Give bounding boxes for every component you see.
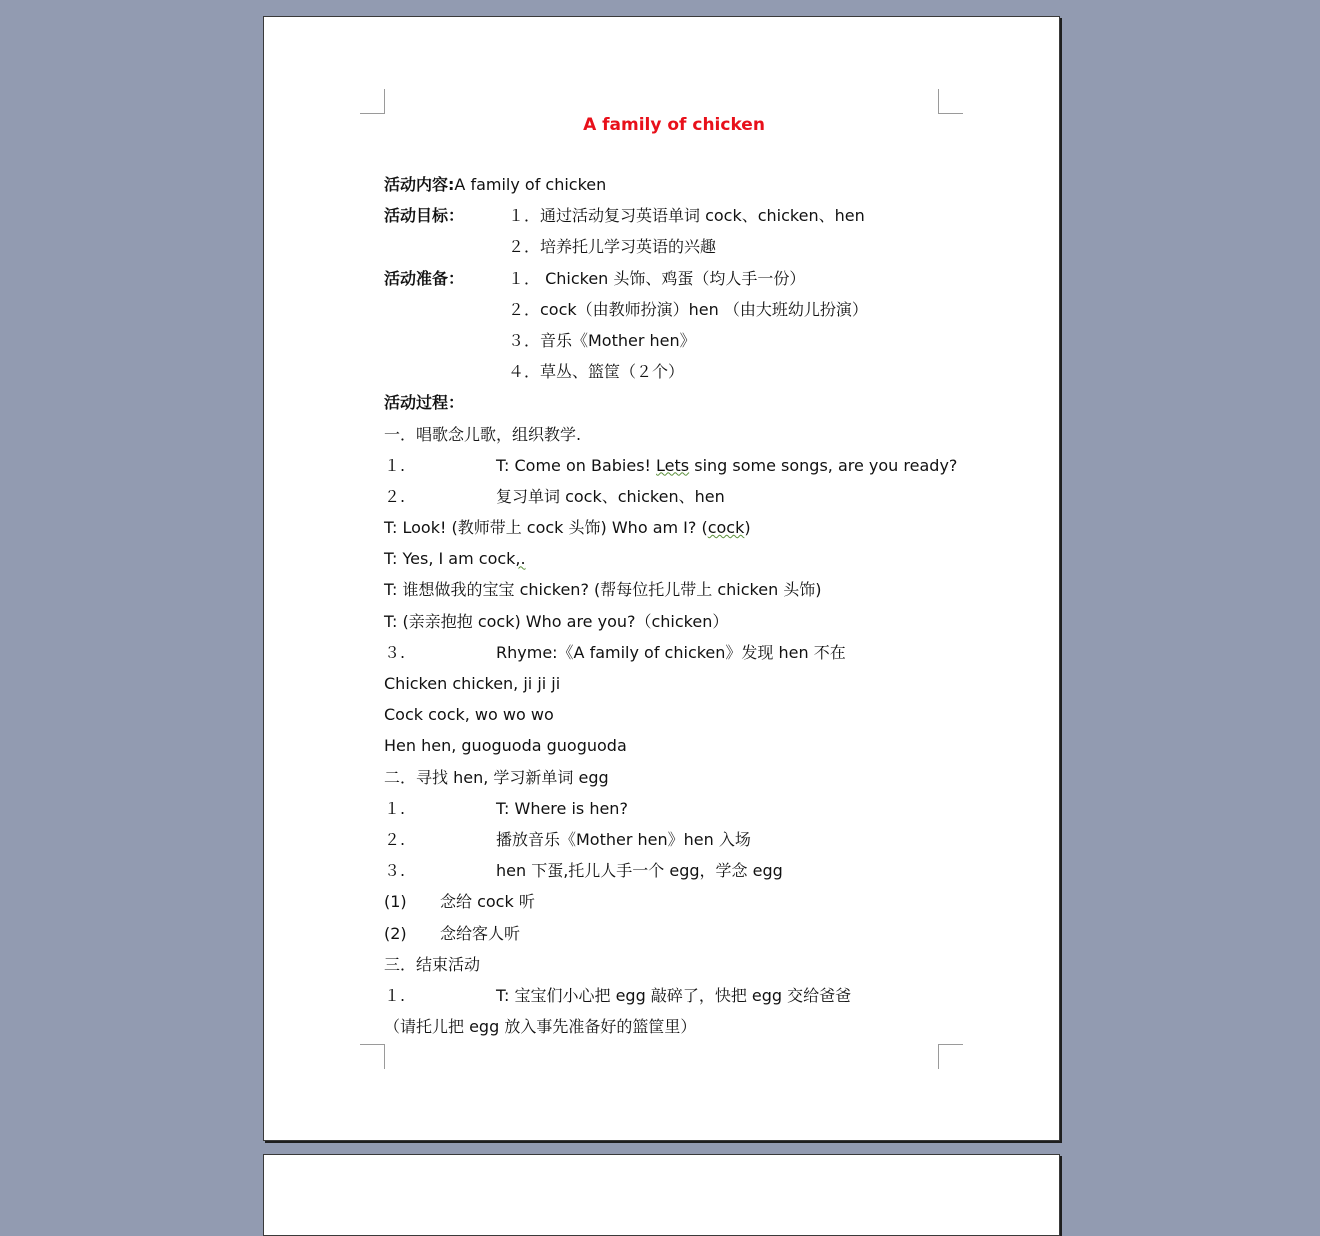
list-item [384,793,964,824]
prep-line-3 [384,325,964,356]
list-text: 复习单词 cock、chicken、hen [496,486,725,506]
list-number: ２. [384,829,406,849]
sub-item [384,918,964,949]
list-number: ３. [384,642,406,662]
crop-mark-bottom-left [360,1044,385,1069]
list-text: hen 下蛋,托儿人手一个 egg，学念 egg [496,861,783,881]
section-2-heading: 二．寻找 hen, 学习新单词 egg [384,767,609,787]
sub-item [384,886,964,917]
rhyme-line: Cock cock, wo wo wo [384,705,554,725]
list-text: Rhyme:《A family of chicken》发现 hen 不在 [496,642,846,662]
text-line: T: 谁想做我的宝宝 chicken? (帮每位托儿带上 chicken 头饰) [384,580,822,600]
sub-text: 念给客人听 [440,923,521,943]
prep-item: ２．cock（由教师扮演）hen （由大班幼儿扮演） [508,299,868,319]
sub-number: (1) [384,892,407,912]
content-value: A family of chicken [454,175,607,194]
list-item [384,637,964,668]
list-number: ３. [384,861,406,881]
text-line: T: Yes, I am cock,. [384,549,526,569]
list-item [384,855,964,886]
text-line: T: Look! (教师带上 cock 头饰) Who am I? (cock) [384,518,751,538]
text-line: T: (亲亲抱抱 cock) Who are you?（chicken） [384,611,729,631]
list-text: T: 宝宝们小心把 egg 敲碎了，快把 egg 交给爸爸 [496,985,852,1005]
section-1-heading: 一．唱歌念儿歌，组织教学. [384,424,582,444]
list-number: ２. [384,486,406,506]
prep-label: 活动准备： [384,268,465,288]
list-text: 播放音乐《Mother hen》hen 入场 [496,829,751,849]
process-label: 活动过程： [384,393,465,413]
content-line [384,169,964,200]
goal-line-1 [384,200,964,231]
list-item [384,824,964,855]
rhyme-line: Chicken chicken, ji ji ji [384,674,561,693]
crop-mark-bottom-right [938,1044,963,1069]
goal-line-2 [384,231,964,262]
content-label: 活动内容: [384,175,455,194]
section-3-heading: 三．结束活动 [384,954,481,974]
list-item [384,450,964,481]
list-text: T: Where is hen? [496,798,628,818]
rhyme-line: Hen hen, guoguoda guoguoda [384,736,627,756]
prep-item: ４．草丛、篮筐（２个） [508,362,685,382]
prep-item: ３．音乐《Mother hen》 [508,330,696,350]
goal-label: 活动目标： [384,206,465,226]
page-content [384,113,964,1042]
list-number: １. [384,455,406,475]
list-text: T: Come on Babies! Lets sing some songs, are you ready? [496,455,958,475]
document-title: A family of chicken [583,115,765,135]
list-item [384,980,964,1011]
document-page [263,16,1060,1141]
prep-line-1 [384,263,964,294]
prep-item: １． Chicken 头饰、鸡蛋（均人手一份） [508,268,806,288]
list-number: １. [384,985,406,1005]
crop-mark-top-left [360,89,385,114]
grammar-flagged-text: ,. [515,549,526,569]
prep-line-4 [384,356,964,387]
crop-mark-top-right [938,89,963,114]
sub-text: 念给 cock 听 [440,892,535,912]
spelling-flagged-word: Lets [656,455,690,475]
sub-number: (2) [384,923,407,943]
list-item [384,481,964,512]
spelling-flagged-word: cock [707,518,745,538]
list-number: １. [384,798,406,818]
goal-item: １．通过活动复习英语单词 cock、chicken、hen [508,206,865,226]
text-line: （请托儿把 egg 放入事先准备好的篮筐里） [384,1017,697,1037]
document-page-2 [263,1154,1060,1236]
goal-item: ２．培养托儿学习英语的兴趣 [508,237,717,257]
prep-line-2 [384,294,964,325]
